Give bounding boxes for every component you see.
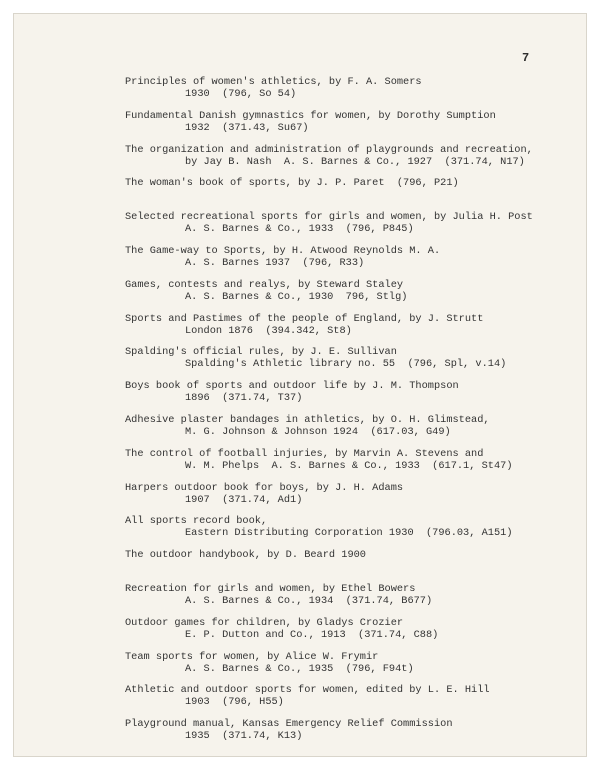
bibliography-entry xyxy=(125,346,533,380)
entry-title-line: Outdoor games for children, by Gladys Crozier xyxy=(125,616,404,629)
entry-title-line: Boys book of sports and outdoor life by J. M. Thompson xyxy=(125,380,459,393)
bibliography-entry xyxy=(125,617,533,651)
bibliography-entry xyxy=(125,76,533,110)
entry-publication-line: 1932 (371.43, Su67) xyxy=(185,121,309,134)
bibliography-entry xyxy=(125,515,533,549)
entry-title-line: Harpers outdoor book for boys, by J. H. Adams xyxy=(125,481,404,494)
document-page xyxy=(13,13,587,757)
bibliography-entry xyxy=(125,718,533,752)
entry-publication-line: Spalding's Athletic library no. 55 (796, Spl, v.14) xyxy=(185,358,507,371)
entry-title-line: Team sports for women, by Alice W. Frymir xyxy=(125,650,379,663)
entry-title-line: Games, contests and realys, by Steward Staley xyxy=(125,278,404,291)
bibliography-entry xyxy=(125,177,533,211)
entry-publication-line: M. G. Johnson & Johnson 1924 (617.03, G49) xyxy=(185,425,451,438)
entry-publication-line: E. P. Dutton and Co., 1913 (371.74, C88) xyxy=(185,628,439,641)
bibliography-entry xyxy=(125,380,533,414)
bibliography-entry xyxy=(125,211,533,245)
entry-publication-line: W. M. Phelps A. S. Barnes & Co., 1933 (617.1, St47) xyxy=(185,459,513,472)
entry-title-line: Athletic and outdoor sports for women, edited by L. E. Hill xyxy=(125,684,490,697)
bibliography-entry xyxy=(125,414,533,448)
entry-publication-line: 1896 (371.74, T37) xyxy=(185,392,303,405)
bibliography-entry xyxy=(125,684,533,718)
entry-title-line: Selected recreational sports for girls and women, by Julia H. Post xyxy=(125,211,533,224)
entry-publication-line: by Jay B. Nash A. S. Barnes & Co., 1927 (371.74, N17) xyxy=(185,155,525,168)
bibliography-entry xyxy=(125,651,533,685)
bibliography-entry xyxy=(125,144,533,178)
entry-publication-line: A. S. Barnes & Co., 1935 (796, F94t) xyxy=(185,662,414,675)
entry-title-line: Sports and Pastimes of the people of England, by J. Strutt xyxy=(125,312,484,325)
entry-publication-line: 1935 (371.74, K13) xyxy=(185,730,303,743)
page-number: 7 xyxy=(522,51,530,65)
bibliography-entry xyxy=(125,583,533,617)
entry-publication-line: A. S. Barnes 1937 (796, R33) xyxy=(185,256,365,269)
entry-title-line: The outdoor handybook, by D. Beard 1900 xyxy=(125,549,366,562)
entry-title-line: Recreation for girls and women, by Ethel Bowers xyxy=(125,582,416,595)
bibliography-entry xyxy=(125,110,533,144)
entry-publication-line: A. S. Barnes & Co., 1930 796, Stlg) xyxy=(185,290,408,303)
entry-title-line: All sports record book, xyxy=(125,515,268,528)
bibliography-list xyxy=(125,76,533,752)
entry-title-line: Fundamental Danish gymnastics for women, by Dorothy Sumption xyxy=(125,109,496,122)
entry-title-line: Playground manual, Kansas Emergency Relief Commission xyxy=(125,718,453,731)
entry-publication-line: London 1876 (394.342, St8) xyxy=(185,324,352,337)
entry-title-line: Principles of women's athletics, by F. A. Somers xyxy=(125,76,422,88)
entry-publication-line: 1907 (371.74, Ad1) xyxy=(185,493,303,506)
bibliography-entry xyxy=(125,482,533,516)
entry-publication-line: A. S. Barnes & Co., 1934 (371.74, B677) xyxy=(185,594,433,607)
entry-publication-line: Eastern Distributing Corporation 1930 (796.03, A151) xyxy=(185,527,513,540)
entry-publication-line: 1930 (796, So 54) xyxy=(185,88,297,100)
bibliography-entry xyxy=(125,448,533,482)
bibliography-entry xyxy=(125,279,533,313)
bibliography-entry xyxy=(125,549,533,583)
entry-title-line: The control of football injuries, by Marvin A. Stevens and xyxy=(125,447,484,460)
bibliography-entry xyxy=(125,245,533,279)
bibliography-entry xyxy=(125,313,533,347)
entry-publication-line: A. S. Barnes & Co., 1933 (796, P845) xyxy=(185,223,414,236)
entry-title-line: The Game-way to Sports, by H. Atwood Reynolds M. A. xyxy=(125,244,441,257)
entry-title-line: The woman's book of sports, by J. P. Paret (796, P21) xyxy=(125,177,459,190)
entry-title-line: The organization and administration of playgrounds and recreation, xyxy=(125,143,533,156)
entry-title-line: Adhesive plaster bandages in athletics, by O. H. Glimstead, xyxy=(125,413,490,426)
entry-publication-line: 1903 (796, H55) xyxy=(185,696,284,709)
entry-title-line: Spalding's official rules, by J. E. Sullivan xyxy=(125,346,397,359)
